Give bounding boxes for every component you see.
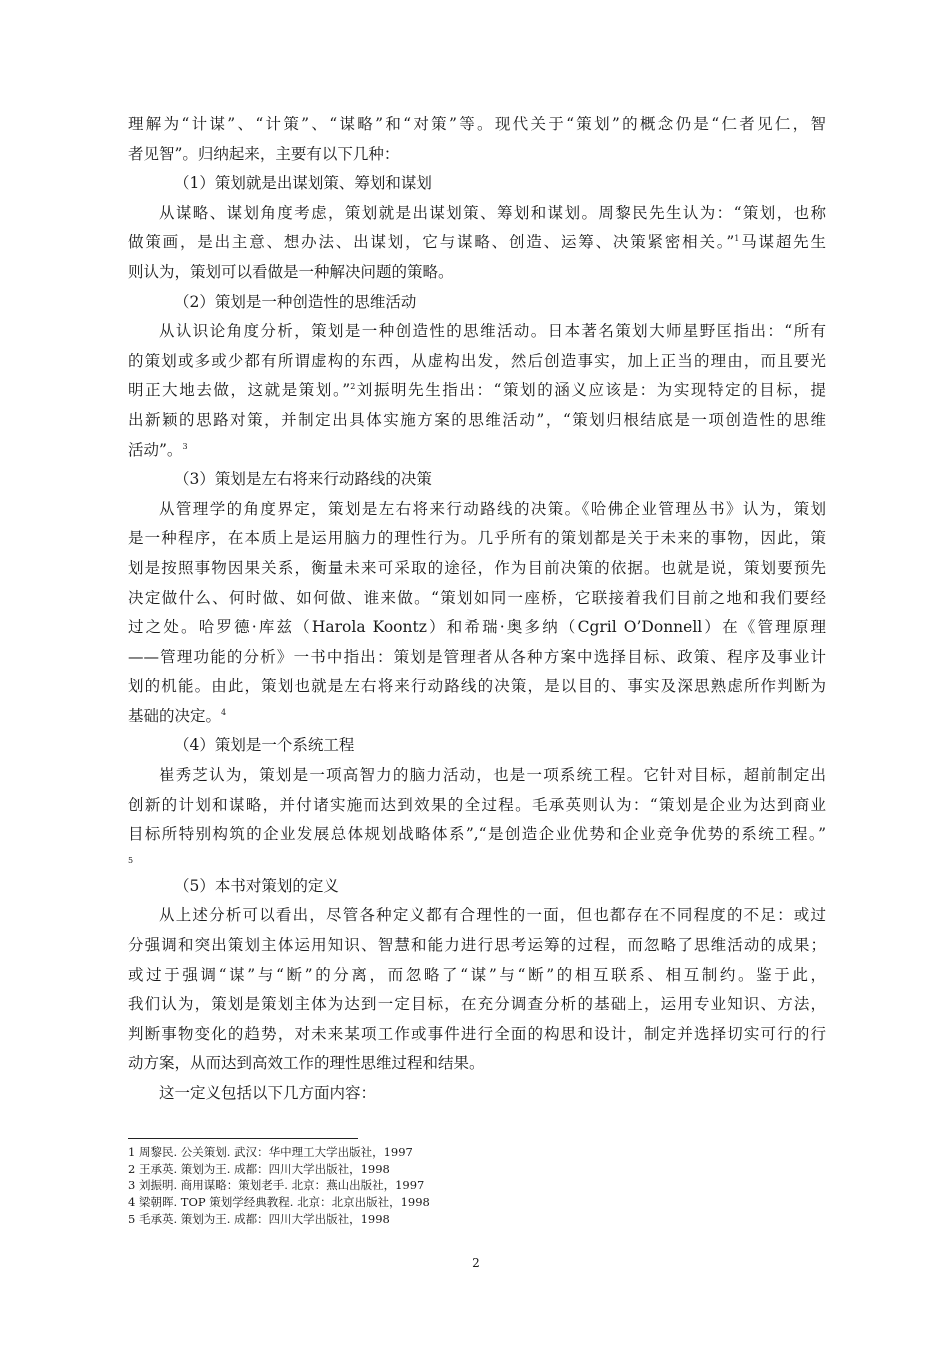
text-span: 决定做什么、何时做、如何做、谁来做。“策划如同一座桥，它联接着我们目前之地和我们要经 xyxy=(128,588,826,607)
text-line xyxy=(128,524,826,554)
text-span: （3）策划是左右将来行动路线的决策 xyxy=(174,470,432,489)
text-line xyxy=(128,702,826,732)
text-line xyxy=(128,820,826,850)
text-line xyxy=(128,613,826,643)
text-span: 我们认为，策划是策划主体为达到一定目标，在充分调查分析的基础上，运用专业知识、方法， xyxy=(128,995,826,1014)
text-line xyxy=(128,901,826,931)
text-line xyxy=(128,990,826,1020)
text-span: 则认为，策划可以看做是一种解决问题的策略。 xyxy=(128,262,454,281)
text-span: （2）策划是一种创造性的思维活动 xyxy=(174,292,417,311)
text-line xyxy=(128,317,826,347)
text-span: 这一定义包括以下几方面内容： xyxy=(159,1084,377,1102)
text-span: 从谋略、谋划角度考虑，策划就是出谋划策、筹划和谋划。周黎民先生认为：“策划，也称 xyxy=(159,203,826,222)
text-span: 过之处。哈罗德·库兹（Harola Koontz）和希瑞·奥多纳（Cgril O’Donnell）在《管理原理 xyxy=(128,618,826,637)
footnote-ref: 4 xyxy=(221,707,227,717)
text-span: 刘振明先生指出：“策划的涵义应该是：为实现特定的目标，提 xyxy=(355,381,826,400)
text-line xyxy=(128,169,826,199)
text-line xyxy=(128,872,826,902)
text-line xyxy=(128,731,826,761)
text-line xyxy=(128,199,826,229)
text-line xyxy=(128,1049,826,1079)
text-span: 马谋超先生 xyxy=(739,233,826,252)
text-span: 判断事物变化的趋势，对未来某项工作或事件进行全面的构思和设计，制定并选择切实可行的行 xyxy=(128,1024,826,1043)
text-span: 创新的计划和谋略，并付诸实施而达到效果的全过程。毛承英则认为：“策划是企业为达到商业 xyxy=(128,795,826,814)
text-span: 从上述分析可以看出，尽管各种定义都有合理性的一面，但也都存在不同程度的不足：或过 xyxy=(159,906,826,925)
footnote-ref: 3 xyxy=(182,441,188,451)
footnote-separator xyxy=(128,1138,358,1139)
text-line xyxy=(128,376,826,406)
text-span: （1）策划就是出谋划策、筹划和谋划 xyxy=(174,174,432,193)
footnote-ref: 1 xyxy=(734,234,740,244)
text-span: ——管理功能的分析》一书中指出：策划是管理者从各种方案中选择目标、政策、程序及事业计 xyxy=(128,647,826,666)
text-span: 划是按照事物因果关系，衡量未来可采取的途径，作为目前决策的依据。也就是说，策划要预先 xyxy=(128,558,826,577)
text-span: 出新颖的思路对策，并制定出具体实施方案的思维活动”，“策划归根结底是一项创造性的思维 xyxy=(128,410,826,429)
text-line xyxy=(128,672,826,702)
text-line xyxy=(128,258,826,288)
text-span: 者见智”。归纳起来，主要有以下几种： xyxy=(128,144,400,163)
text-line xyxy=(128,554,826,584)
text-span: 分强调和突出策划主体运用知识、智慧和能力进行思考运筹的过程，而忽略了思维活动的成果； xyxy=(128,936,826,955)
text-line xyxy=(128,495,826,525)
footnote-ref: 2 xyxy=(350,382,356,392)
text-span: 从认识论角度分析，策划是一种创造性的思维活动。日本著名策划大师星野匡指出：“所有 xyxy=(159,322,826,341)
text-span: 基础的决定。 xyxy=(128,706,222,725)
text-span: 从管理学的角度界定，策划是左右将来行动路线的决策。《哈佛企业管理丛书》认为，策划 xyxy=(159,499,826,518)
text-line xyxy=(128,584,826,614)
text-span: 或过于强调“谋”与“断”的分离，而忽略了“谋”与“断”的相互联系、相互制约。鉴于此， xyxy=(128,965,826,984)
footnote-item: 2 王承英. 策划为王. 成都：四川大学出版社，1998 xyxy=(128,1161,390,1176)
text-span: 的策划或多或少都有所谓虚构的东西，从虚构出发，然后创造事实，加上正当的理由，而且要光 xyxy=(128,351,826,370)
text-span: 划的机能。由此，策划也就是左右将来行动路线的决策，是以目的、事实及深思熟虑所作判断为 xyxy=(128,677,826,696)
text-span: 目标所特别构筑的企业发展总体规划战略体系”,“是创造企业优势和企业竞争优势的系统工程。” xyxy=(128,825,826,844)
footnote-item: 3 刘振明. 商用谋略：策划老手. 北京：燕山出版社，1997 xyxy=(128,1178,425,1193)
text-line xyxy=(128,406,826,436)
text-line xyxy=(128,791,826,821)
text-span: 活动”。 xyxy=(128,440,183,459)
text-line xyxy=(128,1020,826,1050)
text-span: 是一种程序，在本质上是运用脑力的理性行为。几乎所有的策划都是关于未来的事物，因此，策 xyxy=(128,529,826,548)
page-number: 2 xyxy=(472,1256,480,1270)
text-line xyxy=(128,1079,826,1109)
text-line xyxy=(128,110,826,140)
text-span: 明正大地去做，这就是策划。” xyxy=(128,381,351,400)
footnotes xyxy=(128,1144,728,1227)
text-line xyxy=(128,931,826,961)
text-line xyxy=(128,761,826,791)
footnote-item: 4 梁朝晖. TOP 策划学经典教程. 北京：北京出版社，1998 xyxy=(128,1195,430,1210)
text-span: 5 xyxy=(128,855,134,865)
text-line xyxy=(128,228,826,258)
text-line xyxy=(128,347,826,377)
text-line xyxy=(128,961,826,991)
text-span: 做策画，是出主意、想办法、出谋划，它与谋略、创造、运筹、决策紧密相关。” xyxy=(128,233,735,252)
text-line xyxy=(128,140,826,170)
text-span: （5）本书对策划的定义 xyxy=(174,876,339,895)
footnote-item: 5 毛承英. 策划为王. 成都：四川大学出版社，1998 xyxy=(128,1211,390,1226)
text-span: 理解为“计谋”、“计策”、“谋略”和“对策”等。现代关于“策划”的概念仍是“仁者见仁，智 xyxy=(128,115,826,133)
text-line xyxy=(128,465,826,495)
text-line xyxy=(128,436,826,466)
footnote-item: 1 周黎民. 公关策划. 武汉：华中理工大学出版社，1997 xyxy=(128,1145,413,1159)
text-line xyxy=(128,288,826,318)
text-span: 崔秀芝认为，策划是一项高智力的脑力活动，也是一项系统工程。它针对目标，超前制定出 xyxy=(159,766,826,785)
body-text xyxy=(128,110,826,1109)
text-span: （4）策划是一个系统工程 xyxy=(174,736,355,755)
text-span: 动方案，从而达到高效工作的理性思维过程和结果。 xyxy=(128,1054,485,1073)
text-line xyxy=(128,850,826,872)
text-line xyxy=(128,643,826,673)
